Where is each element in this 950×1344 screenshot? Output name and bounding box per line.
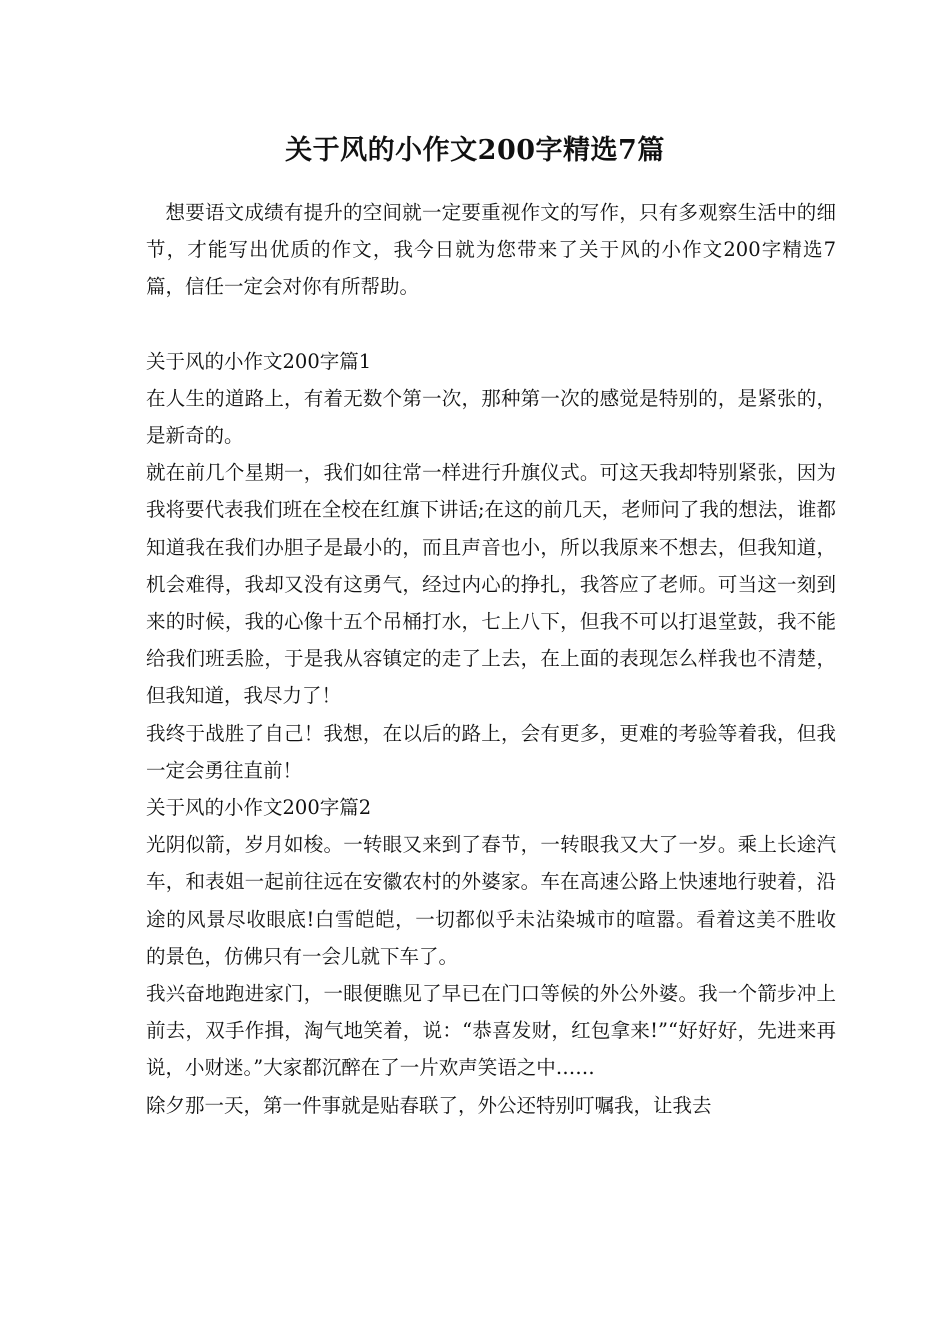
section-heading: 关于风的小作文200字篇2: [146, 796, 372, 820]
paragraph: 我兴奋地跑进家门，一眼便瞧见了早已在门口等候的外公外婆。我一个箭步冲上前去，双手作揖，淘气地笑着，说：“恭喜发财，红包拿来!”“好好好，先进来再说，小财迷。”大家都沉醉在了一片欢声笑语之中……: [146, 982, 836, 1080]
document-title: 关于风的小作文200字精选7篇: [285, 135, 665, 166]
paragraph: 在人生的道路上，有着无数个第一次，那种第一次的感觉是特别的，是紧张的，是新奇的。: [146, 386, 836, 448]
section-heading: 关于风的小作文200字篇1: [146, 349, 372, 373]
intro-paragraph: 想要语文成绩有提升的空间就一定要重视作文的写作，只有多观察生活中的细节，才能写出优质的作文，我今日就为您带来了关于风的小作文200字精选7篇，信任一定会对你有所帮助。: [146, 201, 836, 299]
document-body: [146, 194, 836, 1124]
paragraph: 我终于战胜了自己！我想，在以后的路上，会有更多，更难的考验等着我，但我一定会勇往直前！: [146, 721, 836, 782]
paragraph: 光阴似箭，岁月如梭。一转眼又来到了春节，一转眼我又大了一岁。乘上长途汽车，和表姐一起前往远在安徽农村的外婆家。车在高速公路上快速地行驶着，沿途的风景尽收眼底!白雪皑皑，一切都似乎未沾染城市的喧嚣。看着这美不胜收的景色，仿佛只有一会儿就下车了。: [146, 833, 836, 968]
paragraph: 除夕那一天，第一件事就是贴春联了，外公还特别叮嘱我，让我去: [146, 1093, 712, 1117]
paragraph: 就在前几个星期一，我们如往常一样进行升旗仪式。可这天我却特别紧张，因为我将要代表我们班在全校在红旗下讲话;在这的前几天，老师问了我的想法，谁都知道我在我们办胆子是最小的，而且声音也小，所以我原来不想去，但我知道，机会难得，我却又没有这勇气，经过内心的挣扎，我答应了老师。可当这一刻到来的时候，我的心像十五个吊桶打水，七上八下，但我不可以打退堂鼓，我不能给我们班丢脸，于是我从容镇定的走了上去，在上面的表现怎么样我也不清楚，但我知道，我尽力了！: [146, 461, 836, 708]
